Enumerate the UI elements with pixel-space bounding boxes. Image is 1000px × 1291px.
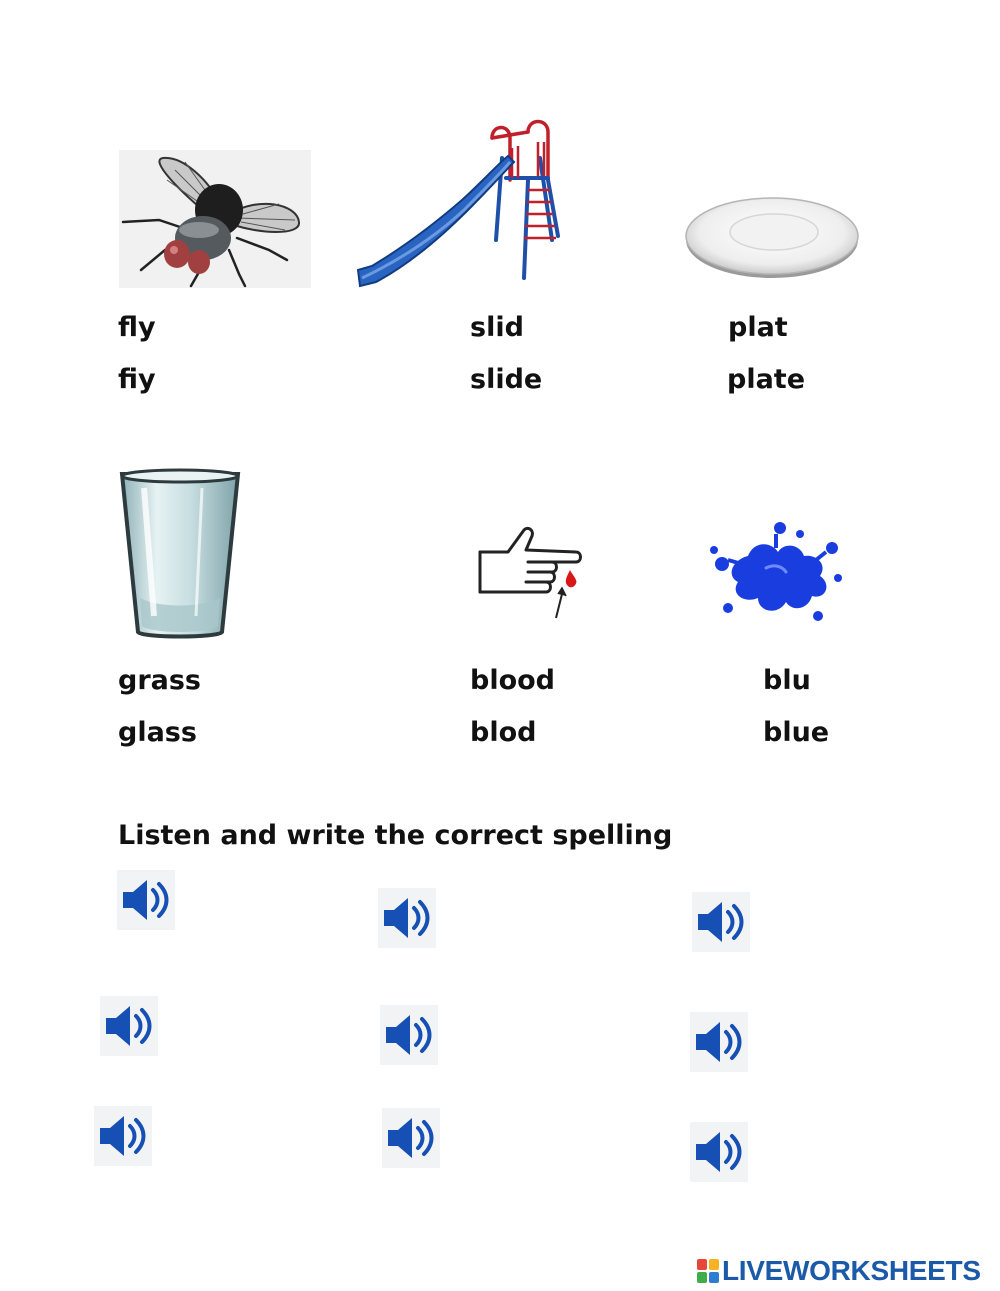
speaker-icon[interactable] <box>117 870 175 930</box>
word-slid[interactable]: slid <box>470 312 524 343</box>
speaker-icon[interactable] <box>94 1106 152 1166</box>
glass-icon <box>118 466 242 642</box>
liveworksheets-logo <box>697 1256 981 1286</box>
blue-splash-icon <box>708 520 844 624</box>
speaker-icon[interactable] <box>378 888 436 948</box>
speaker-icon[interactable] <box>690 1122 748 1182</box>
word-fly[interactable]: fly <box>118 312 156 343</box>
word-grass[interactable]: grass <box>118 665 202 696</box>
word-blod[interactable]: blod <box>470 717 537 748</box>
speaker-icon[interactable] <box>100 996 158 1056</box>
instruction-heading: Listen and write the correct spelling <box>118 820 673 851</box>
word-blood[interactable]: blood <box>470 665 556 696</box>
word-blu[interactable]: blu <box>763 665 811 696</box>
logo-text: LIVEWORKSHEETS <box>722 1255 981 1286</box>
speaker-icon[interactable] <box>382 1108 440 1168</box>
plate-icon <box>682 190 862 282</box>
word-blue[interactable]: blue <box>763 717 830 748</box>
word-glass[interactable]: glass <box>118 717 197 748</box>
word-plat[interactable]: plat <box>728 312 788 343</box>
word-slide[interactable]: slide <box>470 364 543 395</box>
speaker-icon[interactable] <box>690 1012 748 1072</box>
fly-icon <box>119 150 311 288</box>
bleeding-finger-icon <box>474 522 584 620</box>
speaker-icon[interactable] <box>692 892 750 952</box>
word-fiy[interactable]: fiy <box>118 364 156 395</box>
logo-blocks-icon <box>697 1259 719 1283</box>
slide-icon <box>352 118 562 290</box>
speaker-icon[interactable] <box>380 1005 438 1065</box>
word-plate[interactable]: plate <box>727 364 806 395</box>
